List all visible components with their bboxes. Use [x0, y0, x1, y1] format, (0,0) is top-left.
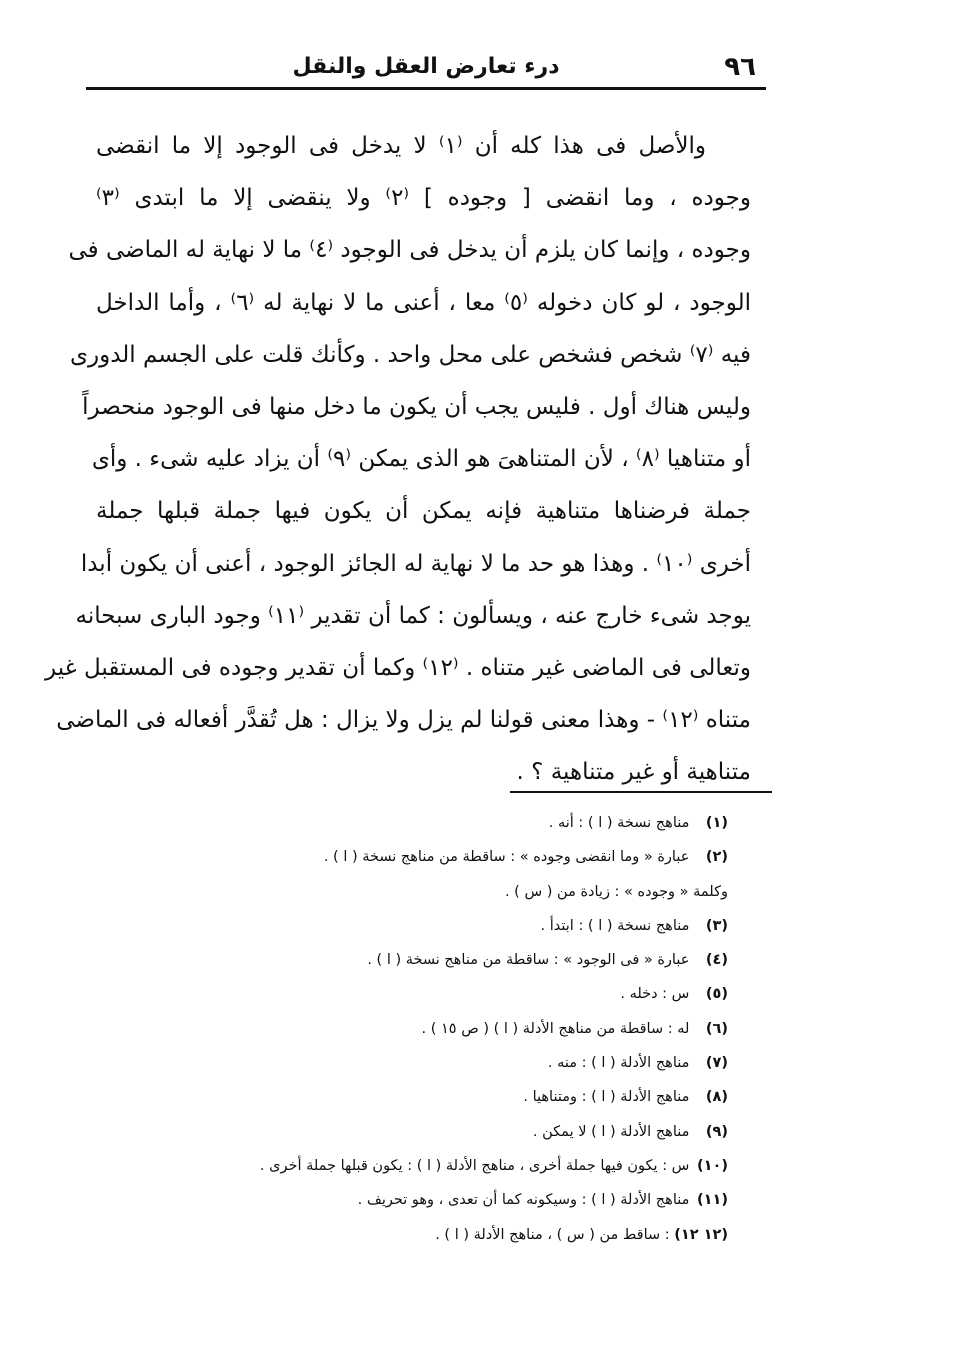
body-line: أو متناهيا ⁽٨⁾ ، لأن المتناهىَ هو الذى يمكن ⁽٩⁾ أن يزاد عليه شىء . وأى: [91, 446, 751, 473]
footnote-number: (٦): [705, 1020, 728, 1037]
footnote-number: (١٢ ١٢): [674, 1226, 728, 1243]
footnote-text: س : يكون فيها جملة أخرى ، مناهج الأدلة ( ا ) : يكون قبلها جملة أخرى .: [259, 1157, 690, 1174]
header-rule: [86, 87, 766, 90]
footnote: [190, 875, 728, 909]
footnote: [190, 1183, 728, 1217]
footnote: [190, 1149, 728, 1183]
footnote-number: (٢): [705, 849, 728, 866]
footnote: [190, 1012, 728, 1046]
footnote: [190, 1218, 728, 1252]
footnote-text: عبارة « فى الوجود » : ساقطة من مناهج نسخة ( ا ) .: [367, 952, 690, 969]
footnote-number: (٥): [705, 986, 728, 1003]
footnote: [190, 1046, 728, 1080]
footnote: [190, 806, 728, 840]
page-header: [86, 40, 766, 90]
footnote-text: مناهج الأدلة ( ا ) لا يمكن .: [532, 1123, 690, 1140]
footnote: [190, 909, 728, 943]
running-title: درء تعارض العقل والنقل: [292, 54, 560, 79]
footnote-number: (١١): [697, 1192, 728, 1209]
body-line: متناهية أو غير متناهية ؟ .: [516, 759, 751, 786]
body-line: وتعالى فى الماضى غير متناه . ⁽١٢⁾ وكما أن تقدير وجوده فى المستقبل غير: [45, 654, 751, 681]
footnote-number: (٩): [705, 1123, 728, 1140]
footnote-text: له : ساقطة من مناهج الأدلة ( ا ) ( ص ١٥ ) .: [421, 1020, 690, 1037]
footnote-text: مناهج نسخة ( ا ) : أنه .: [548, 815, 690, 831]
footnote-number: (٣): [705, 917, 728, 934]
footnote-number: (١٠): [697, 1157, 728, 1174]
footnote: [190, 840, 728, 874]
body-line: وجوده ، وما انقضى [ وجوده ] ⁽٢⁾ ولا ينقضى إلا ما ابتدى ⁽٣⁾: [96, 185, 751, 212]
footnote-text: : ساقط من ( س ) ، مناهج الأدلة ( ا ) .: [435, 1226, 670, 1243]
body-line: وليس هناك أول . فليس يجب أن يكون ما دخل منها فى الوجود منحصراً: [82, 393, 751, 420]
footnote-text: مناهج الأدلة ( ا ) : منه .: [547, 1055, 690, 1072]
footnote-text: مناهج نسخة ( ا ) : ابتدأ .: [540, 917, 690, 934]
footnote-number: (٤): [705, 952, 728, 969]
body-line: وجوده ، وإنما كان يلزم أن يدخل فى الوجود ⁽٤⁾ ما لا نهاية له الماضى فى: [68, 237, 751, 264]
footnote-separator: [510, 791, 772, 793]
body-line: والأصل فى هذا كله أن ⁽١⁾ لا يدخل فى الوجود إلا ما انقضى: [96, 133, 707, 159]
body-line: الوجود ، لو كان دخوله ⁽٥⁾ معا ، أعنى ما لا نهاية له ⁽٦⁾ ، وأما الداخل: [96, 289, 752, 316]
footnote-text: مناهج الأدلة ( ا ) : وسيكونه كما أن تعدى ، وهو تحريف .: [357, 1192, 690, 1209]
body-line: جملة فرضناها متناهية فإنه يمكن أن يكون فيها جملة قبلها جملة: [96, 498, 751, 525]
footnote: [190, 943, 728, 977]
footnote-number: (١): [705, 815, 728, 831]
body-line: فيه ⁽٧⁾ شخص فشخص على محل واحد . وكأنك قلت على الجسم الدورى: [70, 341, 751, 368]
body-line: أخرى ⁽١٠⁾ . وهذا هو حد ما لا نهاية له الجائز الوجود ، أعنى أن يكون أبدا: [80, 550, 751, 577]
footnote-text: وكلمة « وجوده » : زيادة من ( س ) .: [504, 883, 728, 900]
footnote: [190, 977, 728, 1011]
footnote-text: س : دخله .: [620, 986, 690, 1003]
footnotes: [190, 806, 728, 1252]
body-line: متناه ⁽١٢⁾ - وهذا معنى قولنا لم يزل ولا يزال : هل تُقدَّر أفعاله فى الماضى: [56, 707, 751, 734]
footnote-number: (٧): [705, 1055, 728, 1072]
body-line: يوجد شىء خارج عنه ، ويسألون : كما أن تقدير ⁽١١⁾ وجود البارى سبحانه: [75, 602, 751, 629]
footnote: [190, 1115, 728, 1149]
footnote-text: مناهج الأدلة ( ا ) : ومتناهيا .: [523, 1089, 690, 1106]
footnote-text: عبارة « وما انقضى وجوده » : ساقطة من مناهج نسخة ( ا ) .: [323, 849, 690, 866]
footnote: [190, 1080, 728, 1114]
body-text: [45, 120, 752, 798]
page-number: ٩٦: [724, 52, 756, 82]
footnote-number: (٨): [705, 1089, 728, 1106]
